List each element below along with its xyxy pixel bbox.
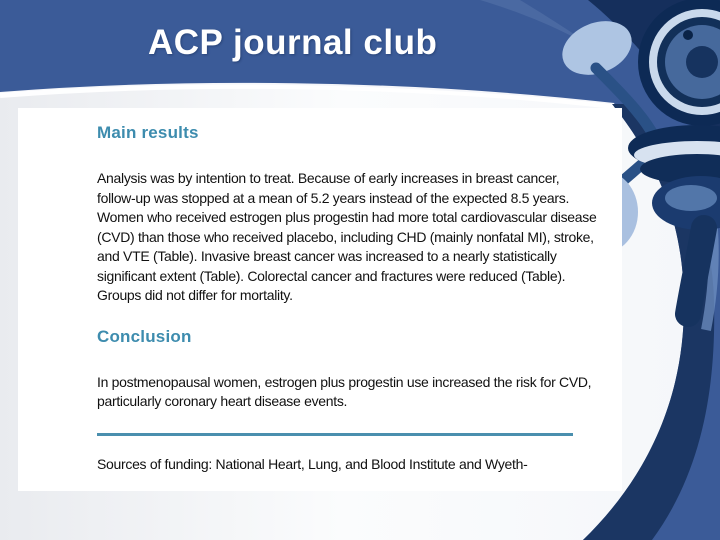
section-body-conclusion: In postmenopausal women, estrogen plus progestin use increased the risk for CVD, particularly coronary heart disease events. [97, 373, 592, 409]
divider-rule [97, 433, 573, 436]
document-panel [18, 108, 622, 491]
section-body-main-results: Analysis was by intention to treat. Because of early increases in breast cancer, follow-up was stopped at a mean of 5.2 years instead of the expected 8.5 years. Women who received estrogen plus progestin had more total cardiovascular disease (CVD) than those who received placebo, including CHD (mainly nonfatal MI), stroke, and VTE (Table). Invasive breast cancer was increased to a nearly statistically significant extent (Table). Colorectal cancer and fractures were reduced (Table). Groups did not differ for mortality. [97, 170, 597, 303]
funding-note: Sources of funding: National Heart, Lung, and Blood Institute and Wyeth- [97, 455, 528, 472]
section-heading-main-results: Main results [97, 123, 199, 142]
slide-title: ACP journal club [148, 23, 438, 62]
section-heading-conclusion: Conclusion [97, 326, 192, 346]
